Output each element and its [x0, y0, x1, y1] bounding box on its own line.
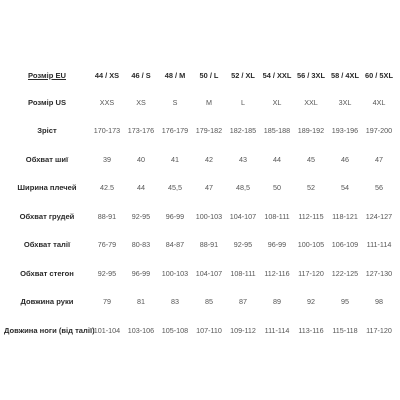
- table-cell: 108-111: [230, 268, 256, 278]
- table-cell: 100-103: [161, 268, 189, 278]
- table-cell: 193-196: [331, 126, 359, 136]
- table-cell: M: [206, 97, 212, 107]
- table-cell: 95: [341, 297, 349, 307]
- table-cell: 87: [239, 297, 247, 307]
- table-cell: 100-105: [297, 240, 325, 250]
- row-label: Довжина руки: [20, 297, 74, 307]
- table-cell: 96-99: [267, 240, 287, 250]
- table-cell: 85: [205, 297, 213, 307]
- table-cell: 92: [307, 297, 315, 307]
- table-row: [4, 259, 396, 288]
- table-cell: 50: [273, 183, 281, 193]
- table-cell: 108-111: [264, 211, 290, 221]
- table-row: [4, 288, 396, 317]
- table-cell: 103-106: [127, 325, 155, 335]
- header-size-eu: Розмір EU: [27, 70, 67, 80]
- table-cell: 92-95: [233, 240, 253, 250]
- row-label: Обхват стегон: [20, 268, 74, 278]
- table-cell: 48,5: [236, 183, 250, 193]
- table-body: [4, 88, 396, 345]
- table-cell: 117-120: [298, 268, 324, 278]
- table-cell: 115-118: [332, 325, 358, 335]
- table-cell: XL: [272, 97, 282, 107]
- table-cell: XXS: [99, 97, 115, 107]
- column-header: 54 / XXL: [262, 70, 292, 80]
- table-cell: 89: [273, 297, 281, 307]
- table-cell: 197-200: [365, 126, 393, 136]
- header-row: [4, 62, 396, 88]
- table-cell: 92-95: [97, 268, 117, 278]
- row-label: Розмір US: [27, 97, 67, 107]
- table-cell: 83: [171, 297, 179, 307]
- table-cell: 42.5: [100, 183, 114, 193]
- table-cell: 47: [375, 154, 383, 164]
- table-cell: 117-120: [366, 325, 392, 335]
- column-header: 46 / S: [131, 70, 151, 80]
- table-cell: 54: [341, 183, 349, 193]
- column-header: 52 / XL: [231, 70, 255, 80]
- table-row: [4, 145, 396, 174]
- table-cell: 170-173: [93, 126, 121, 136]
- table-cell: 182-185: [229, 126, 257, 136]
- table-cell: 107-110: [196, 325, 222, 335]
- table-cell: 127-130: [365, 268, 393, 278]
- table-cell: 88-91: [199, 240, 219, 250]
- table-cell: 44: [137, 183, 145, 193]
- column-header: 50 / L: [199, 70, 219, 80]
- table-cell: 111-114: [366, 240, 392, 250]
- table-cell: 173-176: [127, 126, 155, 136]
- table-cell: XS: [136, 97, 146, 107]
- row-label: Обхват грудей: [19, 211, 75, 221]
- table-cell: 52: [307, 183, 315, 193]
- table-cell: XXL: [304, 97, 318, 107]
- table-row: [4, 231, 396, 260]
- column-header: 48 / M: [164, 70, 186, 80]
- table-cell: 176-179: [161, 126, 189, 136]
- table-cell: 98: [375, 297, 383, 307]
- table-cell: 56: [375, 183, 383, 193]
- table-cell: 124-127: [365, 211, 393, 221]
- table-row: [4, 316, 396, 345]
- table-cell: 43: [239, 154, 247, 164]
- table-cell: 122-125: [331, 268, 359, 278]
- table-cell: 112-116: [264, 268, 290, 278]
- table-cell: 96-99: [131, 268, 151, 278]
- table-cell: 39: [103, 154, 111, 164]
- table-cell: 96-99: [165, 211, 185, 221]
- table-cell: 41: [171, 154, 179, 164]
- table-cell: L: [241, 97, 245, 107]
- table-cell: 45,5: [168, 183, 182, 193]
- column-header: 60 / 5XL: [365, 70, 393, 80]
- table-cell: 101-104: [93, 325, 121, 335]
- table-cell: 100-103: [195, 211, 223, 221]
- table-cell: 189-192: [297, 126, 325, 136]
- table-cell: 45: [307, 154, 315, 164]
- table-cell: 4XL: [372, 97, 386, 107]
- table-row: [4, 117, 396, 146]
- table-cell: 80-83: [131, 240, 151, 250]
- table-row: [4, 88, 396, 117]
- table-cell: 179-182: [195, 126, 223, 136]
- table-cell: 3XL: [338, 97, 352, 107]
- table-cell: 40: [137, 154, 145, 164]
- table-cell: 104-107: [195, 268, 223, 278]
- column-header: 44 / XS: [94, 70, 120, 80]
- table-cell: 47: [205, 183, 213, 193]
- table-cell: 88-91: [97, 211, 117, 221]
- table-cell: 118-121: [332, 211, 358, 221]
- table-cell: 81: [137, 297, 145, 307]
- table-row: [4, 202, 396, 231]
- table-cell: 185-188: [263, 126, 291, 136]
- table-cell: 113-116: [298, 325, 324, 335]
- table-cell: S: [172, 97, 178, 107]
- row-label: Зріст: [37, 126, 57, 136]
- table-cell: 104-107: [229, 211, 257, 221]
- row-label: Обхват шиї: [25, 154, 69, 164]
- column-header: 58 / 4XL: [331, 70, 359, 80]
- table-cell: 105-108: [161, 325, 189, 335]
- row-label: Обхват талії: [23, 240, 71, 250]
- table-cell: 84-87: [165, 240, 185, 250]
- table-cell: 92-95: [131, 211, 151, 221]
- table-cell: 44: [273, 154, 281, 164]
- table-cell: 76-79: [97, 240, 117, 250]
- table-cell: 111-114: [264, 325, 290, 335]
- row-label: Ширина плечей: [17, 183, 77, 193]
- table-cell: 46: [341, 154, 349, 164]
- table-cell: 79: [103, 297, 111, 307]
- table-cell: 109-112: [230, 325, 256, 335]
- table-row: [4, 174, 396, 203]
- table-cell: 112-115: [298, 211, 324, 221]
- column-header: 56 / 3XL: [297, 70, 325, 80]
- table-cell: 42: [205, 154, 213, 164]
- size-chart-table: [4, 62, 396, 345]
- row-label: Довжина ноги (від талії): [4, 325, 95, 335]
- table-cell: 106-109: [331, 240, 359, 250]
